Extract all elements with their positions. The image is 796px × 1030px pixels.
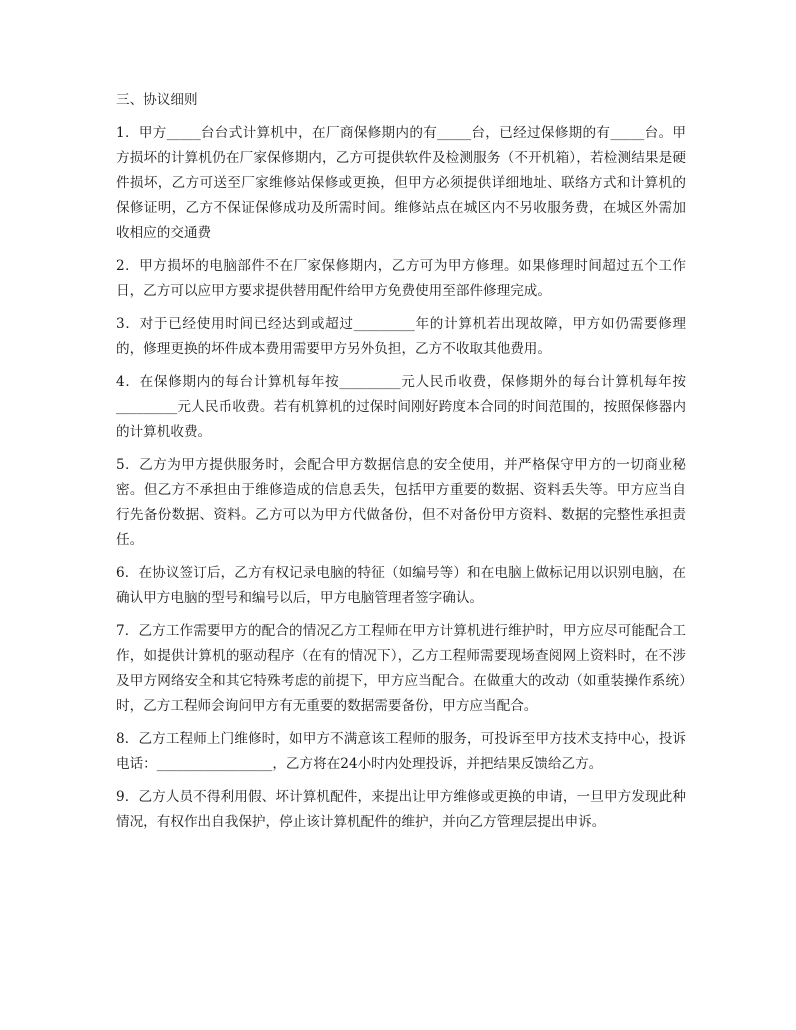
clause-4: 4．在保修期内的每台计算机每年按_________元人民币收费，保修期外的每台计算机每年按_________元人民币收费。若有机算机的过保时间刚好跨度本合同的时间范围的，按照保修器内的计算机收费。 — [116, 374, 686, 440]
clause-8: 8．乙方工程师上门维修时，如甲方不满意该工程师的服务，可投诉至甲方技术支持中心，投诉电话：_________________，乙方将在24小时内处理投诉，并把结果反馈给乙方。 — [116, 731, 686, 772]
section-heading: 三、协议细则 — [116, 92, 198, 108]
clause-3: 3．对于已经使用时间已经达到或超过_________年的计算机若出现故障，甲方如仍需要修理的，修理更换的坏件成本费用需要甲方另外负担，乙方不收取其他费用。 — [116, 316, 686, 357]
clause-9: 9．乙方人员不得利用假、坏计算机配件，来提出让甲方维修或更换的申请，一旦甲方发现此种情况，有权作出自我保护，停止该计算机配件的维护，并向乙方管理层提出申诉。 — [116, 789, 686, 830]
document-page — [116, 88, 686, 843]
clause-5: 5．乙方为甲方提供服务时，会配合甲方数据信息的安全使用，并严格保守甲方的一切商业秘密。但乙方不承担由于维修造成的信息丢失，包括甲方重要的数据、资料丢失等。甲方应当自行先备份数据、资料。乙方可以为甲方代做备份，但不对备份甲方资料、数据的完整性承担责任。 — [116, 457, 686, 548]
clause-2: 2．甲方损坏的电脑部件不在厂家保修期内，乙方可为甲方修理。如果修理时间超过五个工作日，乙方可以应甲方要求提供替用配件给甲方免费使用至部件修理完成。 — [116, 258, 686, 299]
clause-1: 1．甲方_____台台式计算机中，在厂商保修期内的有_____台，已经过保修期的有_____台。甲方损坏的计算机仍在厂家保修期内，乙方可提供软件及检测服务（不开机箱），若检测结果是硬件损坏，乙方可送至厂家维修站保修或更换，但甲方必须提供详细地址、联络方式和计算机的保修证明，乙方不保证保修成功及所需时间。维修站点在城区内不另收服务费，在城区外需加收相应的交通费 — [116, 125, 686, 241]
clause-6: 6．在协议签订后，乙方有权记录电脑的特征（如编号等）和在电脑上做标记用以识别电脑，在确认甲方电脑的型号和编号以后，甲方电脑管理者签字确认。 — [116, 565, 686, 606]
clause-7: 7．乙方工作需要甲方的配合的情况乙方工程师在甲方计算机进行维护时，甲方应尽可能配合工作，如提供计算机的驱动程序（在有的情况下），乙方工程师需要现场查阅网上资料时，在不涉及甲方网络安全和其它特殊考虑的前提下，甲方应当配合。在做重大的改动（如重装操作系统）时，乙方工程师会询问甲方有无重要的数据需要备份，甲方应当配合。 — [116, 623, 686, 714]
